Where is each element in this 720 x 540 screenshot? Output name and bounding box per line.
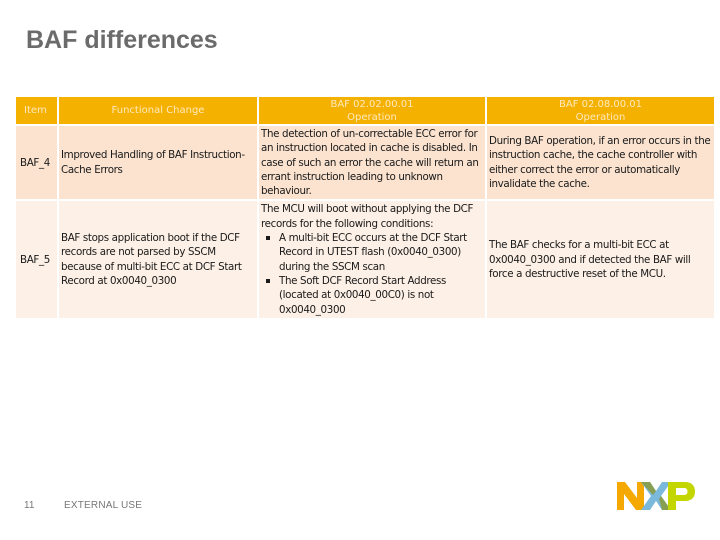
- cell-functional-change: BAF stops application boot if the DCF records are not parsed by SSCM because of multi-bit ECC at DCF Start Record at 0x0040_0300: [59, 201, 257, 317]
- cell-new-operation: The BAF checks for a multi-bit ECC at 0x0040_0300 and if detected the BAF will force a destructive reset of the MCU.: [487, 201, 714, 317]
- cell-new-operation: During BAF operation, if an error occurs in the instruction cache, the cache controller with either correct the error or automatically invalidate the cache.: [487, 126, 714, 199]
- header-baf-02-02-version: BAF 02.02.00.01: [330, 98, 414, 110]
- header-item: Item: [16, 97, 57, 124]
- cell-item: BAF_5: [16, 201, 57, 317]
- page-title: BAF differences: [26, 26, 218, 54]
- cell-item: BAF_4: [16, 126, 57, 199]
- table-header-row: [16, 97, 714, 124]
- cell-functional-change: Improved Handling of BAF Instruction-Cache Errors: [59, 126, 257, 199]
- cell-old-operation: [259, 201, 485, 317]
- header-baf-02-02-operation: Operation: [347, 111, 397, 123]
- baf-differences-table: [14, 95, 716, 320]
- page-number: 11: [24, 500, 35, 511]
- list-item: A multi-bit ECC occurs at the DCF Start Record in UTEST flash (0x0040_0300) during the SSCM scan: [279, 231, 483, 274]
- cell-old-operation: The detection of un-correctable ECC error for an instruction located in cache is disabled. In case of such an error the cache will return an errant instruction leading to unknown behaviour.: [259, 126, 485, 199]
- table-row: [16, 201, 714, 317]
- old-operation-intro: The MCU will boot without applying the DCF records for the following conditions:: [261, 203, 474, 230]
- header-functional-change: Functional Change: [59, 97, 257, 124]
- header-baf-02-08-operation: Operation: [575, 111, 626, 123]
- classification-label: EXTERNAL USE: [64, 500, 143, 511]
- table-row: [16, 126, 714, 199]
- header-baf-02-08-version: BAF 02.08.00.01: [558, 98, 643, 110]
- list-item: The Soft DCF Record Start Address (located at 0x0040_00C0) is not 0x0040_0300: [279, 274, 483, 317]
- nxp-logo-icon: [617, 482, 695, 510]
- conditions-list: [261, 231, 483, 317]
- header-baf-02-08: [487, 97, 714, 124]
- header-baf-02-02: [259, 97, 485, 124]
